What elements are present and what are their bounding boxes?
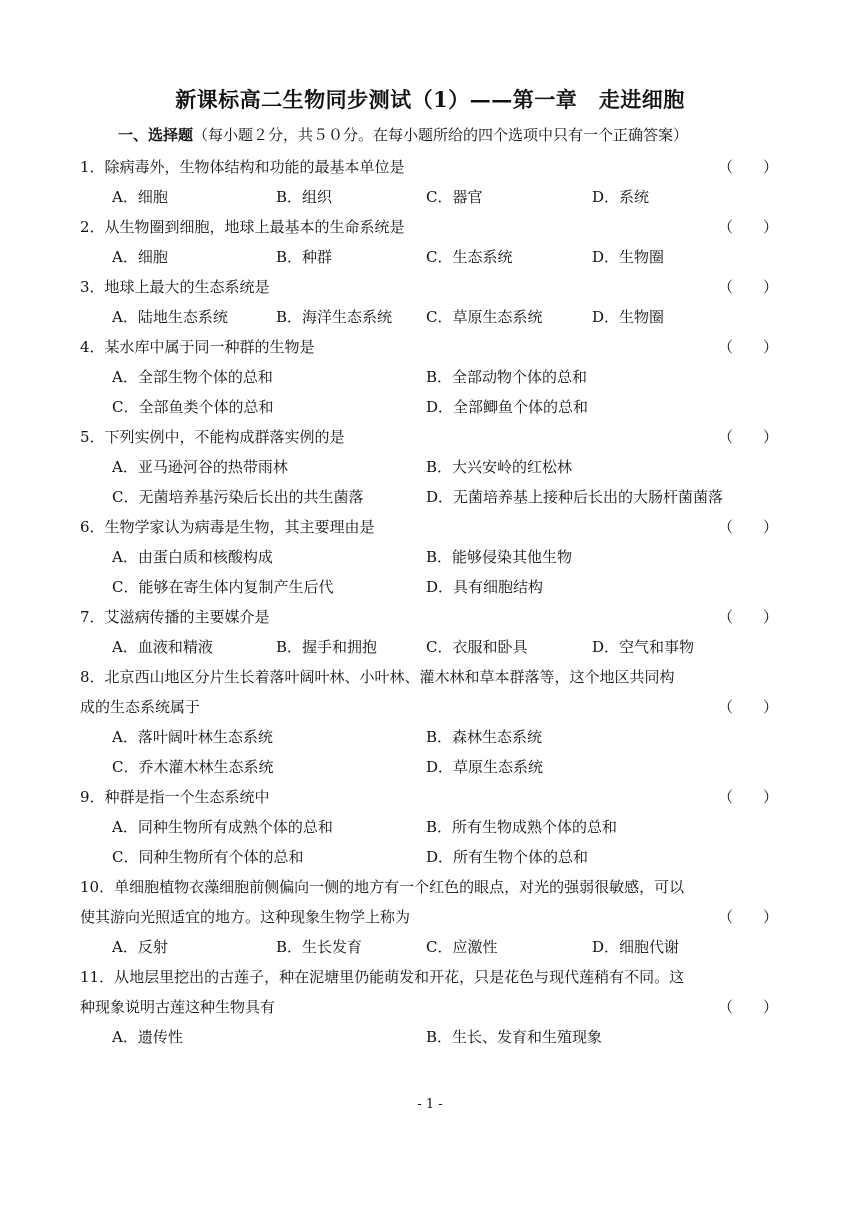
answer-option: C．生态系统 xyxy=(426,248,513,266)
answer-option: B．所有生物成熟个体的总和 xyxy=(426,818,618,836)
question-stem-line: 8．北京西山地区分片生长着落叶阔叶林、小叶林、灌木林和草本群落等，这个地区共同构 xyxy=(80,668,675,686)
answer-option: A．遗传性 xyxy=(112,1028,183,1046)
question-stem-line: 种现象说明古莲这种生物具有 xyxy=(80,998,276,1016)
answer-option: D．具有细胞结构 xyxy=(426,578,544,596)
answer-blank-right: ） xyxy=(762,788,778,806)
answer-blank-right: ） xyxy=(762,608,778,626)
answer-blank xyxy=(718,692,778,722)
question-stem-line: 9．种群是指一个生态系统中 xyxy=(80,788,270,806)
answer-option: C．器官 xyxy=(426,188,483,206)
question-stem-line: 7．艾滋病传播的主要媒介是 xyxy=(80,608,270,626)
answer-option: B．森林生态系统 xyxy=(426,728,543,746)
answer-option: A．细胞 xyxy=(112,248,168,266)
question-stem-line: 6．生物学家认为病毒是生物，其主要理由是 xyxy=(80,518,375,536)
answer-blank xyxy=(718,992,778,1022)
answer-blank-left: （ xyxy=(718,218,734,236)
answer-blank-left: （ xyxy=(718,518,734,536)
answer-option: A．细胞 xyxy=(112,188,168,206)
document-title: 新课标高二生物同步测试（1）——第一章 走进细胞 xyxy=(175,87,685,112)
answer-blank-left: （ xyxy=(718,698,734,716)
answer-option: C．应激性 xyxy=(426,938,498,956)
answer-blank xyxy=(718,152,778,182)
answer-blank xyxy=(718,332,778,362)
answer-option: A．亚马逊河谷的热带雨林 xyxy=(112,458,288,476)
answer-blank xyxy=(718,272,778,302)
answer-blank-left: （ xyxy=(718,338,734,356)
answer-blank-right: ） xyxy=(762,158,778,176)
answer-blank-right: ） xyxy=(762,518,778,536)
question-stem-line: 2．从生物圈到细胞，地球上最基本的生命系统是 xyxy=(80,218,405,236)
answer-blank xyxy=(718,902,778,932)
answer-blank-left: （ xyxy=(718,788,734,806)
answer-blank xyxy=(718,602,778,632)
answer-option: C．衣服和卧具 xyxy=(426,638,528,656)
answer-option: B．大兴安岭的红松林 xyxy=(426,458,573,476)
section-note: （每小题２分，共５０分。在每小题所给的四个选项中只有一个正确答案） xyxy=(193,126,689,144)
answer-option: C．同种生物所有个体的总和 xyxy=(112,848,304,866)
answer-blank xyxy=(718,212,778,242)
answer-blank xyxy=(718,782,778,812)
answer-blank xyxy=(718,422,778,452)
question-stem-line: 11．从地层里挖出的古莲子，种在泥塘里仍能萌发和开花，只是花色与现代莲稍有不同。这 xyxy=(80,968,685,986)
answer-option: A．全部生物个体的总和 xyxy=(112,368,273,386)
answer-option: D．无菌培养基上接种后长出的大肠杆菌菌落 xyxy=(426,488,724,506)
answer-option: C．能够在寄生体内复制产生后代 xyxy=(112,578,334,596)
answer-option: B．全部动物个体的总和 xyxy=(426,368,588,386)
answer-option: C．乔木灌木林生态系统 xyxy=(112,758,274,776)
answer-option: A．陆地生态系统 xyxy=(112,308,228,326)
answer-option: D．空气和事物 xyxy=(592,638,695,656)
answer-option: B．握手和拥抱 xyxy=(276,638,378,656)
answer-blank-left: （ xyxy=(718,428,734,446)
answer-option: D．生物圈 xyxy=(592,248,665,266)
question-stem-line: 1．除病毒外，生物体结构和功能的最基本单位是 xyxy=(80,158,405,176)
question-stem-line: 4．某水库中属于同一种群的生物是 xyxy=(80,338,315,356)
answer-option: D．生物圈 xyxy=(592,308,665,326)
answer-option: B．生长、发育和生殖现象 xyxy=(426,1028,603,1046)
answer-option: C．无菌培养基污染后长出的共生菌落 xyxy=(112,488,364,506)
answer-blank-right: ） xyxy=(762,218,778,236)
answer-option: D．草原生态系统 xyxy=(426,758,544,776)
section-label: 一、选择题 xyxy=(118,126,194,144)
answer-blank-left: （ xyxy=(718,278,734,296)
answer-option: B．组织 xyxy=(276,188,333,206)
answer-option: A．反射 xyxy=(112,938,168,956)
answer-option: B．能够侵染其他生物 xyxy=(426,548,573,566)
answer-blank-right: ） xyxy=(762,908,778,926)
answer-blank-left: （ xyxy=(718,998,734,1016)
question-stem-line: 成的生态系统属于 xyxy=(80,698,201,716)
answer-option: B．生长发育 xyxy=(276,938,363,956)
answer-blank-right: ） xyxy=(762,278,778,296)
question-stem-line: 5．下列实例中，不能构成群落实例的是 xyxy=(80,428,345,446)
answer-blank-left: （ xyxy=(718,908,734,926)
answer-option: A．血液和精液 xyxy=(112,638,213,656)
answer-blank-right: ） xyxy=(762,998,778,1016)
answer-blank-left: （ xyxy=(718,158,734,176)
answer-option: B．海洋生态系统 xyxy=(276,308,393,326)
answer-option: A．由蛋白质和核酸构成 xyxy=(112,548,273,566)
answer-option: C．草原生态系统 xyxy=(426,308,543,326)
page-number: - 1 - xyxy=(417,1097,443,1112)
question-stem-line: 3．地球上最大的生态系统是 xyxy=(80,278,270,296)
answer-blank xyxy=(718,512,778,542)
answer-option: A．落叶阔叶林生态系统 xyxy=(112,728,273,746)
answer-blank-left: （ xyxy=(718,608,734,626)
answer-option: B．种群 xyxy=(276,248,333,266)
answer-option: D．系统 xyxy=(592,188,650,206)
section-heading xyxy=(118,124,688,145)
answer-blank-right: ） xyxy=(762,698,778,716)
answer-blank-right: ） xyxy=(762,428,778,446)
answer-blank-right: ） xyxy=(762,338,778,356)
question-stem-line: 使其游向光照适宜的地方。这种现象生物学上称为 xyxy=(80,908,411,926)
answer-option: D．所有生物个体的总和 xyxy=(426,848,589,866)
answer-option: D．细胞代谢 xyxy=(592,938,680,956)
answer-option: A．同种生物所有成熟个体的总和 xyxy=(112,818,333,836)
answer-option: C．全部鱼类个体的总和 xyxy=(112,398,274,416)
question-stem-line: 10．单细胞植物衣藻细胞前侧偏向一侧的地方有一个红色的眼点，对光的强弱很敏感，可以 xyxy=(80,878,685,896)
answer-option: D．全部鲫鱼个体的总和 xyxy=(426,398,589,416)
